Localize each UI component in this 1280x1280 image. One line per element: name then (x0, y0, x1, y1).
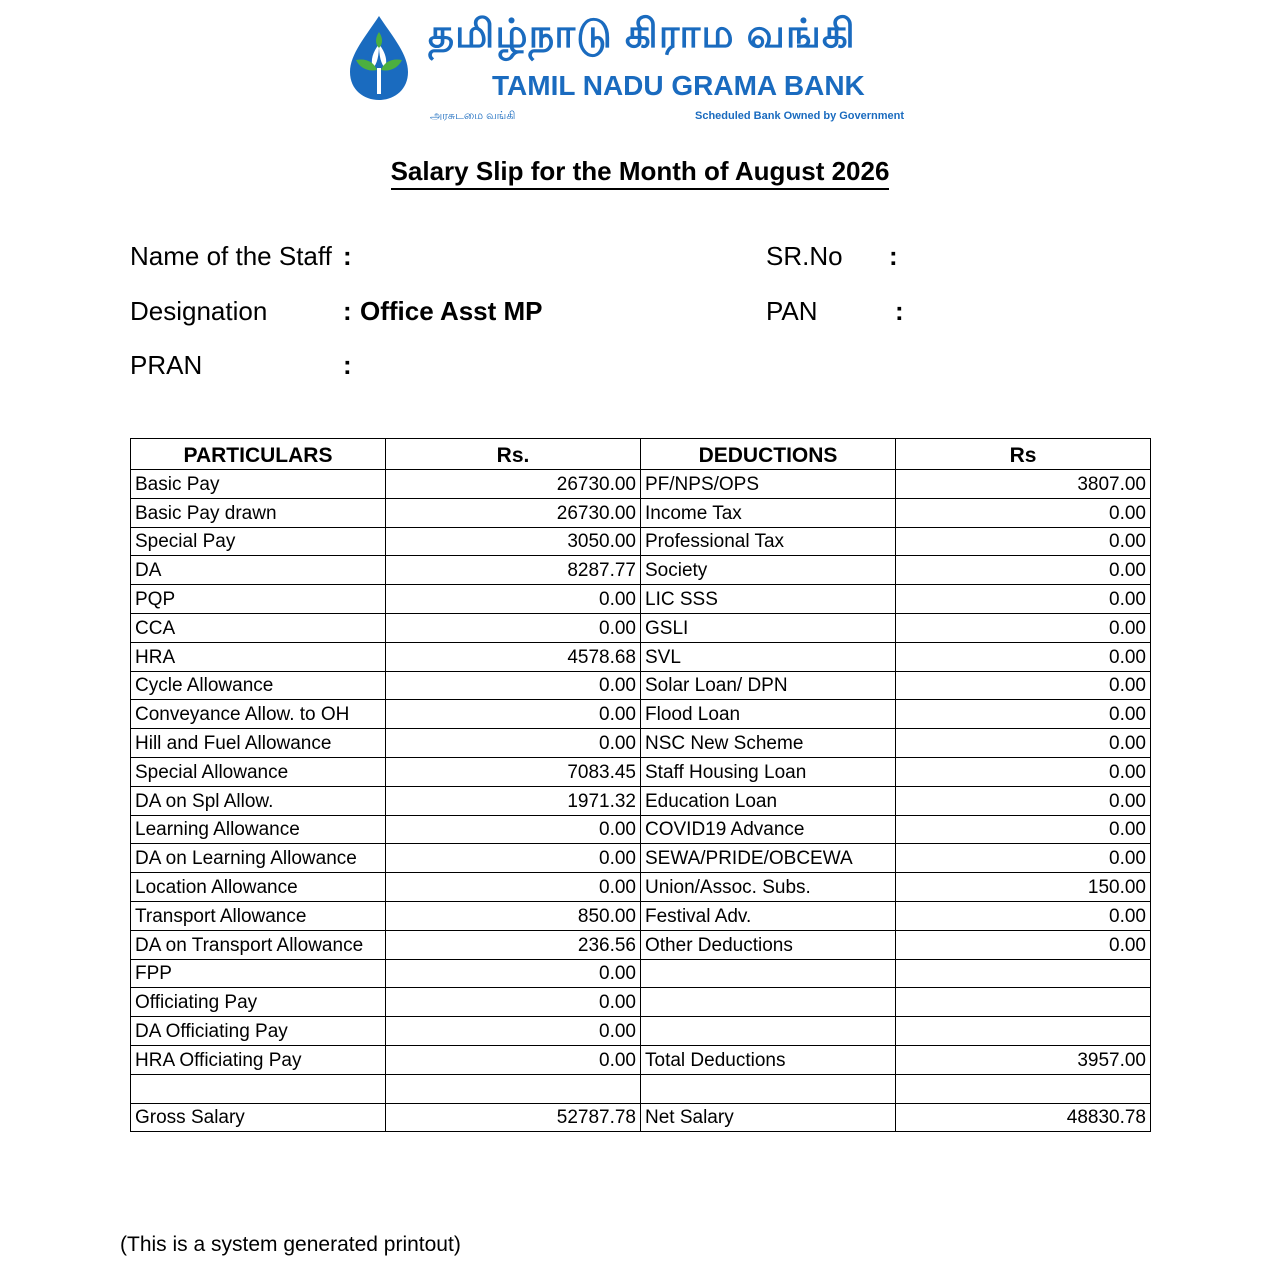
table-row (131, 556, 1151, 585)
particular-cell: DA (131, 556, 386, 585)
deduction-cell: NSC New Scheme (641, 729, 896, 758)
particular-cell (131, 1074, 386, 1103)
earning-amount-cell: 0.00 (386, 585, 641, 614)
deduction-amount-cell: 48830.78 (896, 1103, 1151, 1132)
table-row (131, 930, 1151, 959)
earning-amount-cell: 0.00 (386, 959, 641, 988)
table-row (131, 1045, 1151, 1074)
srno-label: SR.No (766, 241, 843, 271)
table-row (131, 1017, 1151, 1046)
srno-colon: : (889, 241, 898, 271)
deduction-amount-cell: 0.00 (896, 613, 1151, 642)
table-row (131, 959, 1151, 988)
deduction-amount-cell: 0.00 (896, 527, 1151, 556)
table-row (131, 671, 1151, 700)
deduction-cell: Education Loan (641, 786, 896, 815)
table-row (131, 873, 1151, 902)
header-deductions-amount: Rs (896, 439, 1151, 470)
staff-name-colon: : (343, 241, 352, 271)
table-row (131, 642, 1151, 671)
particular-cell: DA Officiating Pay (131, 1017, 386, 1046)
particular-cell: CCA (131, 613, 386, 642)
particular-cell: DA on Learning Allowance (131, 844, 386, 873)
deduction-amount-cell: 0.00 (896, 671, 1151, 700)
deduction-cell: COVID19 Advance (641, 815, 896, 844)
particular-cell: Cycle Allowance (131, 671, 386, 700)
earning-amount-cell: 0.00 (386, 729, 641, 758)
table-row (131, 1103, 1151, 1132)
particular-cell: HRA (131, 642, 386, 671)
earning-amount-cell: 8287.77 (386, 556, 641, 585)
table-row (131, 815, 1151, 844)
table-row (131, 729, 1151, 758)
deduction-amount-cell: 0.00 (896, 815, 1151, 844)
particular-cell: Special Allowance (131, 757, 386, 786)
table-row (131, 498, 1151, 527)
earning-amount-cell: 52787.78 (386, 1103, 641, 1132)
table-row (131, 786, 1151, 815)
particular-cell: Gross Salary (131, 1103, 386, 1132)
deduction-amount-cell (896, 1074, 1151, 1103)
deduction-cell: Society (641, 556, 896, 585)
table-row (131, 470, 1151, 499)
table-row (131, 901, 1151, 930)
header-deductions: DEDUCTIONS (641, 439, 896, 470)
bank-name-tamil: தமிழ்நாடு கிராம வங்கி (428, 12, 856, 56)
slip-title-text: Salary Slip for the Month of August 2026 (391, 156, 890, 190)
deduction-cell: SVL (641, 642, 896, 671)
deduction-cell: Solar Loan/ DPN (641, 671, 896, 700)
particular-cell: Basic Pay drawn (131, 498, 386, 527)
pan-colon: : (895, 296, 904, 326)
deduction-amount-cell: 0.00 (896, 786, 1151, 815)
particular-cell: Officiating Pay (131, 988, 386, 1017)
bank-logo (346, 12, 926, 132)
earning-amount-cell: 850.00 (386, 901, 641, 930)
table-row (131, 700, 1151, 729)
table-header-row (131, 439, 1151, 470)
particular-cell: HRA Officiating Pay (131, 1045, 386, 1074)
table-row (131, 844, 1151, 873)
earning-amount-cell: 236.56 (386, 930, 641, 959)
deduction-amount-cell: 0.00 (896, 930, 1151, 959)
earning-amount-cell: 26730.00 (386, 470, 641, 499)
earning-amount-cell: 7083.45 (386, 757, 641, 786)
table-row (131, 527, 1151, 556)
deduction-cell: Flood Loan (641, 700, 896, 729)
header-particulars: PARTICULARS (131, 439, 386, 470)
leaf-drop-logo-icon (346, 14, 412, 102)
deduction-cell (641, 988, 896, 1017)
footer-note: (This is a system generated printout) (120, 1233, 461, 1256)
earning-amount-cell: 0.00 (386, 988, 641, 1017)
deduction-amount-cell: 0.00 (896, 642, 1151, 671)
particular-cell: Learning Allowance (131, 815, 386, 844)
earning-amount-cell (386, 1074, 641, 1103)
deduction-amount-cell: 0.00 (896, 700, 1151, 729)
deduction-cell: Professional Tax (641, 527, 896, 556)
tagline-tamil: அரசுடமை வங்கி (430, 110, 516, 122)
particular-cell: PQP (131, 585, 386, 614)
earning-amount-cell: 0.00 (386, 671, 641, 700)
header-earnings-amount: Rs. (386, 439, 641, 470)
deduction-amount-cell: 0.00 (896, 585, 1151, 614)
table-row (131, 988, 1151, 1017)
designation-value: Office Asst MP (360, 296, 543, 326)
deduction-amount-cell: 0.00 (896, 498, 1151, 527)
particular-cell: DA on Transport Allowance (131, 930, 386, 959)
deduction-amount-cell (896, 959, 1151, 988)
particular-cell: FPP (131, 959, 386, 988)
deduction-amount-cell: 3807.00 (896, 470, 1151, 499)
deduction-cell: Staff Housing Loan (641, 757, 896, 786)
deduction-cell: Net Salary (641, 1103, 896, 1132)
deduction-amount-cell: 0.00 (896, 729, 1151, 758)
deduction-amount-cell (896, 988, 1151, 1017)
designation-label: Designation (130, 296, 268, 326)
particular-cell: Transport Allowance (131, 901, 386, 930)
particular-cell: Conveyance Allow. to OH (131, 700, 386, 729)
deduction-cell: Union/Assoc. Subs. (641, 873, 896, 902)
deduction-cell: Other Deductions (641, 930, 896, 959)
table-row (131, 1074, 1151, 1103)
earning-amount-cell: 1971.32 (386, 786, 641, 815)
salary-table (130, 438, 1151, 1132)
deduction-amount-cell: 0.00 (896, 901, 1151, 930)
earning-amount-cell: 3050.00 (386, 527, 641, 556)
designation-colon: : (343, 296, 352, 326)
tagline-english: Scheduled Bank Owned by Government (695, 110, 905, 122)
particular-cell: Hill and Fuel Allowance (131, 729, 386, 758)
particular-cell: Location Allowance (131, 873, 386, 902)
earning-amount-cell: 0.00 (386, 873, 641, 902)
deduction-cell: Festival Adv. (641, 901, 896, 930)
deduction-amount-cell: 0.00 (896, 757, 1151, 786)
slip-title (0, 156, 1280, 187)
deduction-cell: PF/NPS/OPS (641, 470, 896, 499)
table-row (131, 613, 1151, 642)
deduction-cell: GSLI (641, 613, 896, 642)
pan-label: PAN (766, 296, 818, 326)
deduction-cell: Income Tax (641, 498, 896, 527)
particular-cell: DA on Spl Allow. (131, 786, 386, 815)
earning-amount-cell: 0.00 (386, 1017, 641, 1046)
deduction-cell (641, 1017, 896, 1046)
deduction-amount-cell (896, 1017, 1151, 1046)
deduction-cell: SEWA/PRIDE/OBCEWA (641, 844, 896, 873)
pran-colon: : (343, 350, 352, 380)
deduction-amount-cell: 150.00 (896, 873, 1151, 902)
bank-name-english: TAMIL NADU GRAMA BANK (492, 70, 865, 101)
earning-amount-cell: 0.00 (386, 844, 641, 873)
deduction-cell: LIC SSS (641, 585, 896, 614)
particular-cell: Basic Pay (131, 470, 386, 499)
earning-amount-cell: 0.00 (386, 1045, 641, 1074)
deduction-amount-cell: 3957.00 (896, 1045, 1151, 1074)
earning-amount-cell: 4578.68 (386, 642, 641, 671)
staff-name-label: Name of the Staff (130, 241, 332, 271)
earning-amount-cell: 0.00 (386, 613, 641, 642)
table-row (131, 757, 1151, 786)
table-row (131, 585, 1151, 614)
earning-amount-cell: 0.00 (386, 700, 641, 729)
particular-cell: Special Pay (131, 527, 386, 556)
deduction-amount-cell: 0.00 (896, 556, 1151, 585)
deduction-cell (641, 959, 896, 988)
deduction-amount-cell: 0.00 (896, 844, 1151, 873)
earning-amount-cell: 26730.00 (386, 498, 641, 527)
earning-amount-cell: 0.00 (386, 815, 641, 844)
salary-table-body (131, 470, 1151, 1132)
deduction-cell: Total Deductions (641, 1045, 896, 1074)
pran-label: PRAN (130, 350, 203, 380)
deduction-cell (641, 1074, 896, 1103)
